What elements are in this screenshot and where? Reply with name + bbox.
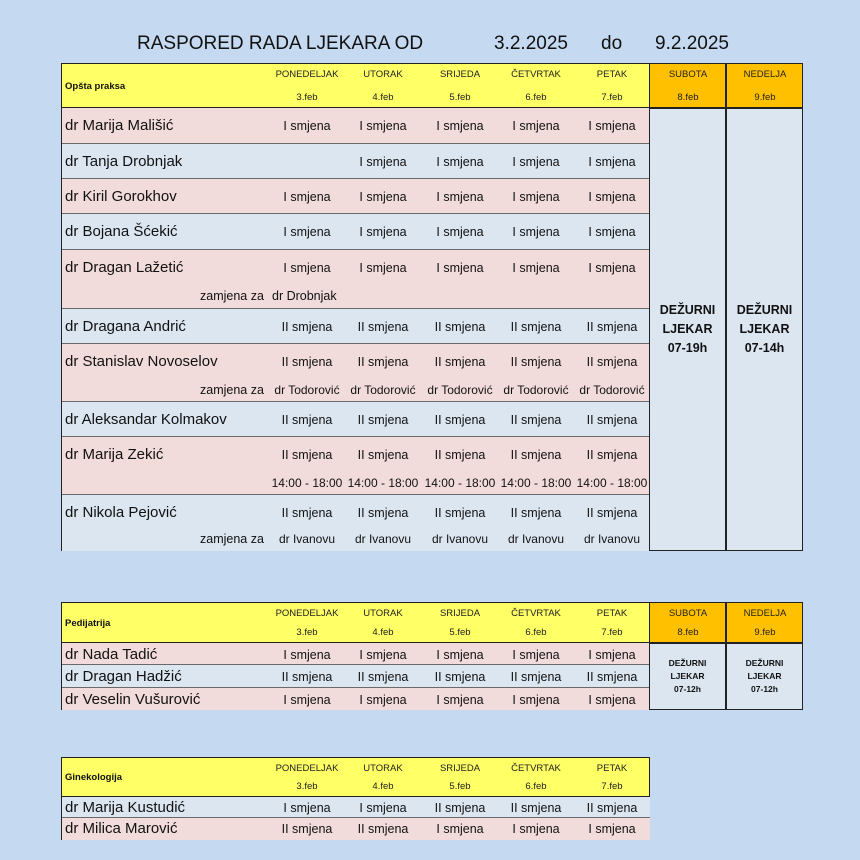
shift-cell: I smjena: [512, 261, 560, 275]
shift-cell: I smjena: [588, 648, 636, 662]
duty-line: 07-19h: [667, 341, 708, 355]
duty-line: 07-12h: [674, 684, 701, 694]
weekend-date: 8.feb: [677, 92, 699, 103]
shift-cell: I smjena: [588, 119, 636, 133]
section-label: Ginekologija: [65, 772, 123, 783]
shift-cell: II smjena: [281, 413, 333, 427]
title-date-from: 3.2.2025: [494, 33, 568, 54]
table-row: [62, 179, 650, 214]
date-header: 5.feb: [449, 781, 471, 792]
shift-cell: II smjena: [434, 355, 486, 369]
shift-cell: II smjena: [586, 506, 638, 520]
shift-cell: II smjena: [357, 670, 409, 684]
replacement-cell: dr Todorović: [274, 383, 340, 397]
date-header: 3.feb: [296, 92, 318, 103]
shift-cell: I smjena: [283, 119, 331, 133]
date-header: 3.feb: [296, 781, 318, 792]
replacement-cell: dr Ivanovu: [278, 532, 336, 546]
table-row: [62, 495, 650, 551]
table-row: [62, 402, 650, 437]
shift-cell: II smjena: [510, 506, 562, 520]
day-header: ČETVRTAK: [511, 763, 561, 774]
header-row: [61, 757, 650, 797]
shift-cell: I smjena: [283, 801, 331, 815]
shift-cell: II smjena: [357, 355, 409, 369]
day-header: PETAK: [596, 608, 628, 619]
day-header: PONEDELJAK: [275, 608, 339, 619]
doctor-name: dr Aleksandar Kolmakov: [65, 411, 227, 428]
day-header: PONEDELJAK: [275, 69, 339, 80]
shift-cell: I smjena: [436, 261, 484, 275]
shift-cell: I smjena: [512, 693, 560, 707]
duty-line: 07-12h: [751, 684, 778, 694]
day-header: ČETVRTAK: [511, 69, 561, 80]
shift-cell: II smjena: [586, 355, 638, 369]
replacement-label: zamjena za: [200, 532, 264, 546]
doctor-name: dr Tanja Drobnjak: [65, 153, 183, 170]
title-date-to: 9.2.2025: [655, 33, 729, 54]
doctor-name: dr Bojana Šćekić: [65, 223, 178, 240]
doctor-name: dr Marija Kustudić: [65, 799, 186, 816]
duty-text: [660, 301, 716, 358]
date-header: 5.feb: [449, 92, 471, 103]
day-header: SRIJEDA: [439, 69, 481, 80]
doctor-name: dr Nada Tadić: [65, 646, 158, 663]
weekend-date: 8.feb: [677, 627, 699, 638]
duty-line: 07-14h: [744, 341, 785, 355]
shift-cell: I smjena: [359, 693, 407, 707]
duty-doctor-block: [726, 108, 803, 551]
shift-cell: II smjena: [434, 320, 486, 334]
date-header: 4.feb: [372, 627, 394, 638]
duty-line: LJEKAR: [739, 322, 790, 336]
shift-cell: I smjena: [436, 119, 484, 133]
weekend-header: [726, 63, 803, 108]
date-header: 7.feb: [601, 781, 623, 792]
replacement-cell: dr Ivanovu: [354, 532, 412, 546]
schedule-rows: [61, 643, 650, 710]
weekend-day: SUBOTA: [668, 608, 708, 619]
date-header: 4.feb: [372, 781, 394, 792]
doctor-name: dr Dragana Andrić: [65, 318, 186, 335]
day-header: SRIJEDA: [439, 608, 481, 619]
duty-line: DEŽURNI: [745, 658, 784, 668]
weekend-date: 9.feb: [754, 92, 776, 103]
date-header: 5.feb: [449, 627, 471, 638]
shift-cell: I smjena: [436, 693, 484, 707]
shift-cell: I smjena: [512, 648, 560, 662]
shift-cell: II smjena: [357, 413, 409, 427]
doctor-name: dr Veselin Vušurović: [65, 691, 201, 708]
shift-cell: II smjena: [510, 801, 562, 815]
replacement-label: zamjena za: [200, 289, 264, 303]
shift-cell: I smjena: [283, 648, 331, 662]
shift-cell: II smjena: [586, 413, 638, 427]
weekend-header: [726, 602, 803, 643]
shift-cell: II smjena: [281, 506, 333, 520]
schedule-rows: [61, 797, 650, 840]
day-header: SRIJEDA: [439, 763, 481, 774]
shift-cell: I smjena: [588, 693, 636, 707]
replacement-value: dr Drobnjak: [272, 289, 337, 303]
date-header: 3.feb: [296, 627, 318, 638]
replacement-cell: dr Todorović: [503, 383, 569, 397]
duty-doctor-block: [649, 108, 726, 551]
schedule-rows: [61, 108, 650, 551]
duty-line: LJEKAR: [670, 671, 705, 681]
duty-text: [737, 301, 793, 358]
shift-cell: I smjena: [588, 261, 636, 275]
title-main: RASPORED RADA LJEKARA OD: [137, 33, 424, 54]
replacement-cell: 14:00 - 18:00: [424, 476, 496, 490]
doctor-name: dr Dragan Hadžić: [65, 668, 182, 685]
replacement-cell: dr Todorović: [579, 383, 645, 397]
doctor-name: dr Kiril Gorokhov: [65, 188, 177, 205]
date-header: 4.feb: [372, 92, 394, 103]
shift-cell: I smjena: [283, 693, 331, 707]
replacement-cell: dr Todorović: [350, 383, 416, 397]
replacement-cell: 14:00 - 18:00: [500, 476, 572, 490]
shift-cell: II smjena: [281, 320, 333, 334]
shift-cell: II smjena: [510, 355, 562, 369]
title-do: do: [601, 33, 623, 54]
section-label: Opšta praksa: [65, 81, 126, 92]
shift-cell: II smjena: [357, 448, 409, 462]
replacement-label: zamjena za: [200, 383, 264, 397]
table-row: [62, 818, 650, 840]
table-row: [62, 643, 650, 665]
shift-cell: II smjena: [357, 506, 409, 520]
table-row: [62, 309, 650, 344]
duty-line: LJEKAR: [747, 671, 782, 681]
shift-cell: II smjena: [434, 413, 486, 427]
shift-cell: II smjena: [434, 801, 486, 815]
shift-cell: I smjena: [436, 822, 484, 836]
duty-text: [669, 657, 707, 696]
doctor-name: dr Marija Zekić: [65, 446, 164, 463]
shift-cell: II smjena: [357, 822, 409, 836]
table-row: [62, 437, 650, 495]
doctor-name: dr Dragan Lažetić: [65, 259, 184, 276]
table-row: [62, 688, 650, 710]
date-header: 6.feb: [525, 781, 547, 792]
table-row: [62, 250, 650, 309]
shift-cell: I smjena: [436, 225, 484, 239]
table-row: [62, 665, 650, 688]
shift-cell: I smjena: [359, 225, 407, 239]
duty-line: DEŽURNI: [736, 303, 793, 317]
doctor-name: dr Milica Marović: [65, 820, 178, 837]
shift-cell: II smjena: [281, 670, 333, 684]
replacement-cell: dr Todorović: [427, 383, 493, 397]
shift-cell: I smjena: [359, 155, 407, 169]
day-header: PETAK: [596, 763, 628, 774]
shift-cell: I smjena: [283, 225, 331, 239]
shift-cell: I smjena: [588, 190, 636, 204]
shift-cell: I smjena: [588, 155, 636, 169]
table-row: [62, 797, 650, 818]
header-row: [61, 63, 650, 108]
shift-cell: II smjena: [357, 320, 409, 334]
weekend-day: NEDELJA: [743, 608, 787, 619]
shift-cell: II smjena: [510, 413, 562, 427]
shift-cell: II smjena: [510, 320, 562, 334]
day-header: ČETVRTAK: [511, 608, 561, 619]
shift-cell: I smjena: [283, 190, 331, 204]
duty-line: DEŽURNI: [659, 303, 716, 317]
replacement-cell: 14:00 - 18:00: [576, 476, 648, 490]
shift-cell: I smjena: [512, 119, 560, 133]
replacement-cell: 14:00 - 18:00: [271, 476, 343, 490]
shift-cell: I smjena: [359, 119, 407, 133]
replacement-cell: dr Ivanovu: [583, 532, 641, 546]
shift-cell: I smjena: [359, 190, 407, 204]
date-header: 7.feb: [601, 92, 623, 103]
shift-cell: II smjena: [434, 670, 486, 684]
replacement-cell: 14:00 - 18:00: [347, 476, 419, 490]
doctor-name: dr Nikola Pejović: [65, 504, 177, 521]
duty-text: [746, 657, 784, 696]
section-label: Pedijatrija: [65, 618, 111, 629]
header-row: [61, 602, 650, 643]
shift-cell: I smjena: [512, 190, 560, 204]
shift-cell: I smjena: [512, 155, 560, 169]
shift-cell: I smjena: [436, 190, 484, 204]
shift-cell: I smjena: [359, 261, 407, 275]
weekend-date: 9.feb: [754, 627, 776, 638]
shift-cell: I smjena: [512, 225, 560, 239]
shift-cell: I smjena: [436, 648, 484, 662]
table-row: [62, 108, 650, 144]
shift-cell: I smjena: [512, 822, 560, 836]
duty-doctor-block: [649, 643, 726, 710]
shift-cell: II smjena: [281, 822, 333, 836]
shift-cell: II smjena: [586, 670, 638, 684]
replacement-cell: dr Ivanovu: [431, 532, 489, 546]
shift-cell: II smjena: [510, 448, 562, 462]
duty-line: LJEKAR: [662, 322, 713, 336]
date-header: 7.feb: [601, 627, 623, 638]
shift-cell: I smjena: [436, 155, 484, 169]
day-header: UTORAK: [363, 69, 403, 80]
shift-cell: I smjena: [588, 822, 636, 836]
weekend-header: [649, 63, 726, 108]
table-row: [62, 214, 650, 250]
doctor-name: dr Stanislav Novoselov: [65, 353, 218, 370]
shift-cell: I smjena: [359, 648, 407, 662]
shift-cell: I smjena: [588, 225, 636, 239]
shift-cell: II smjena: [281, 448, 333, 462]
day-header: PETAK: [596, 69, 628, 80]
duty-doctor-block: [726, 643, 803, 710]
shift-cell: II smjena: [434, 506, 486, 520]
table-row: [62, 144, 650, 179]
weekend-day: SUBOTA: [668, 69, 708, 80]
shift-cell: II smjena: [586, 448, 638, 462]
table-row: [62, 344, 650, 402]
shift-cell: I smjena: [283, 261, 331, 275]
shift-cell: II smjena: [586, 801, 638, 815]
shift-cell: II smjena: [434, 448, 486, 462]
day-header: UTORAK: [363, 608, 403, 619]
shift-cell: II smjena: [586, 320, 638, 334]
day-header: PONEDELJAK: [275, 763, 339, 774]
day-header: UTORAK: [363, 763, 403, 774]
date-header: 6.feb: [525, 627, 547, 638]
shift-cell: II smjena: [281, 355, 333, 369]
weekend-header: [649, 602, 726, 643]
shift-cell: II smjena: [510, 670, 562, 684]
duty-line: DEŽURNI: [668, 658, 707, 668]
date-header: 6.feb: [525, 92, 547, 103]
replacement-cell: dr Ivanovu: [507, 532, 565, 546]
doctor-name: dr Marija Mališić: [65, 117, 174, 134]
shift-cell: I smjena: [359, 801, 407, 815]
weekend-day: NEDELJA: [743, 69, 787, 80]
